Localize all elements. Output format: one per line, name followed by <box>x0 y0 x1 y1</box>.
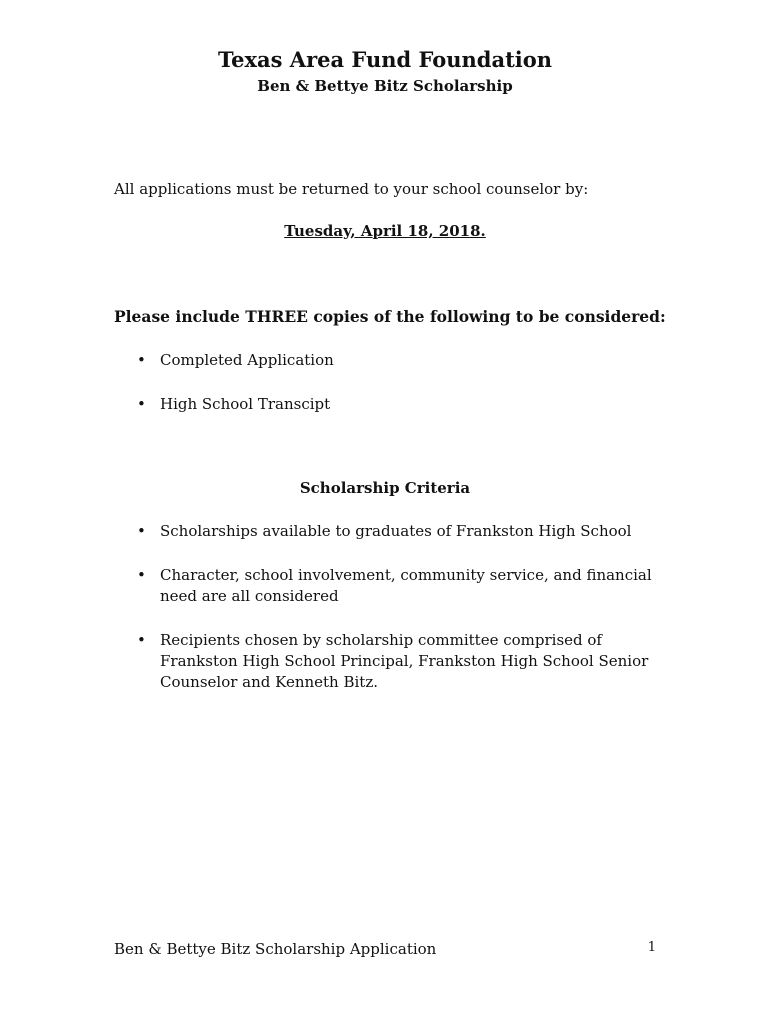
criteria-heading: Scholarship Criteria <box>299 479 471 497</box>
list-item <box>114 630 674 693</box>
deadline-date: Tuesday, April 18, 2018. <box>284 222 486 240</box>
document-subtitle: Ben & Bettye Bitz Scholarship <box>257 77 513 95</box>
list-item-text: High School Transcipt <box>160 395 331 413</box>
footer-title: Ben & Bettye Bitz Scholarship Application <box>114 940 437 958</box>
bullet-icon: • <box>137 522 146 540</box>
list-item-text: Recipients chosen by scholarship committee comprised of Frankston High School Principal, Frankston High School Senior Counselor and Kenneth Bitz. <box>160 631 649 691</box>
return-instruction: All applications must be returned to your school counselor by: <box>114 180 589 198</box>
page-number: 1 <box>647 940 656 955</box>
document-title: Texas Area Fund Foundation <box>217 47 553 72</box>
bullet-icon: • <box>137 395 146 413</box>
list-item-text: Completed Application <box>160 351 334 369</box>
bullet-icon: • <box>137 351 146 369</box>
list-item-text: Scholarships available to graduates of Frankston High School <box>160 522 632 540</box>
criteria-list <box>114 521 674 693</box>
list-item <box>114 521 674 542</box>
list-item <box>114 350 674 371</box>
bullet-icon: • <box>137 566 146 584</box>
list-item <box>114 394 674 415</box>
include-heading: Please include THREE copies of the following to be considered: <box>114 307 666 326</box>
list-item <box>114 565 674 607</box>
bullet-icon: • <box>137 631 146 649</box>
list-item-text: Character, school involvement, community service, and financial need are all considered <box>160 566 652 605</box>
include-list <box>114 350 674 415</box>
